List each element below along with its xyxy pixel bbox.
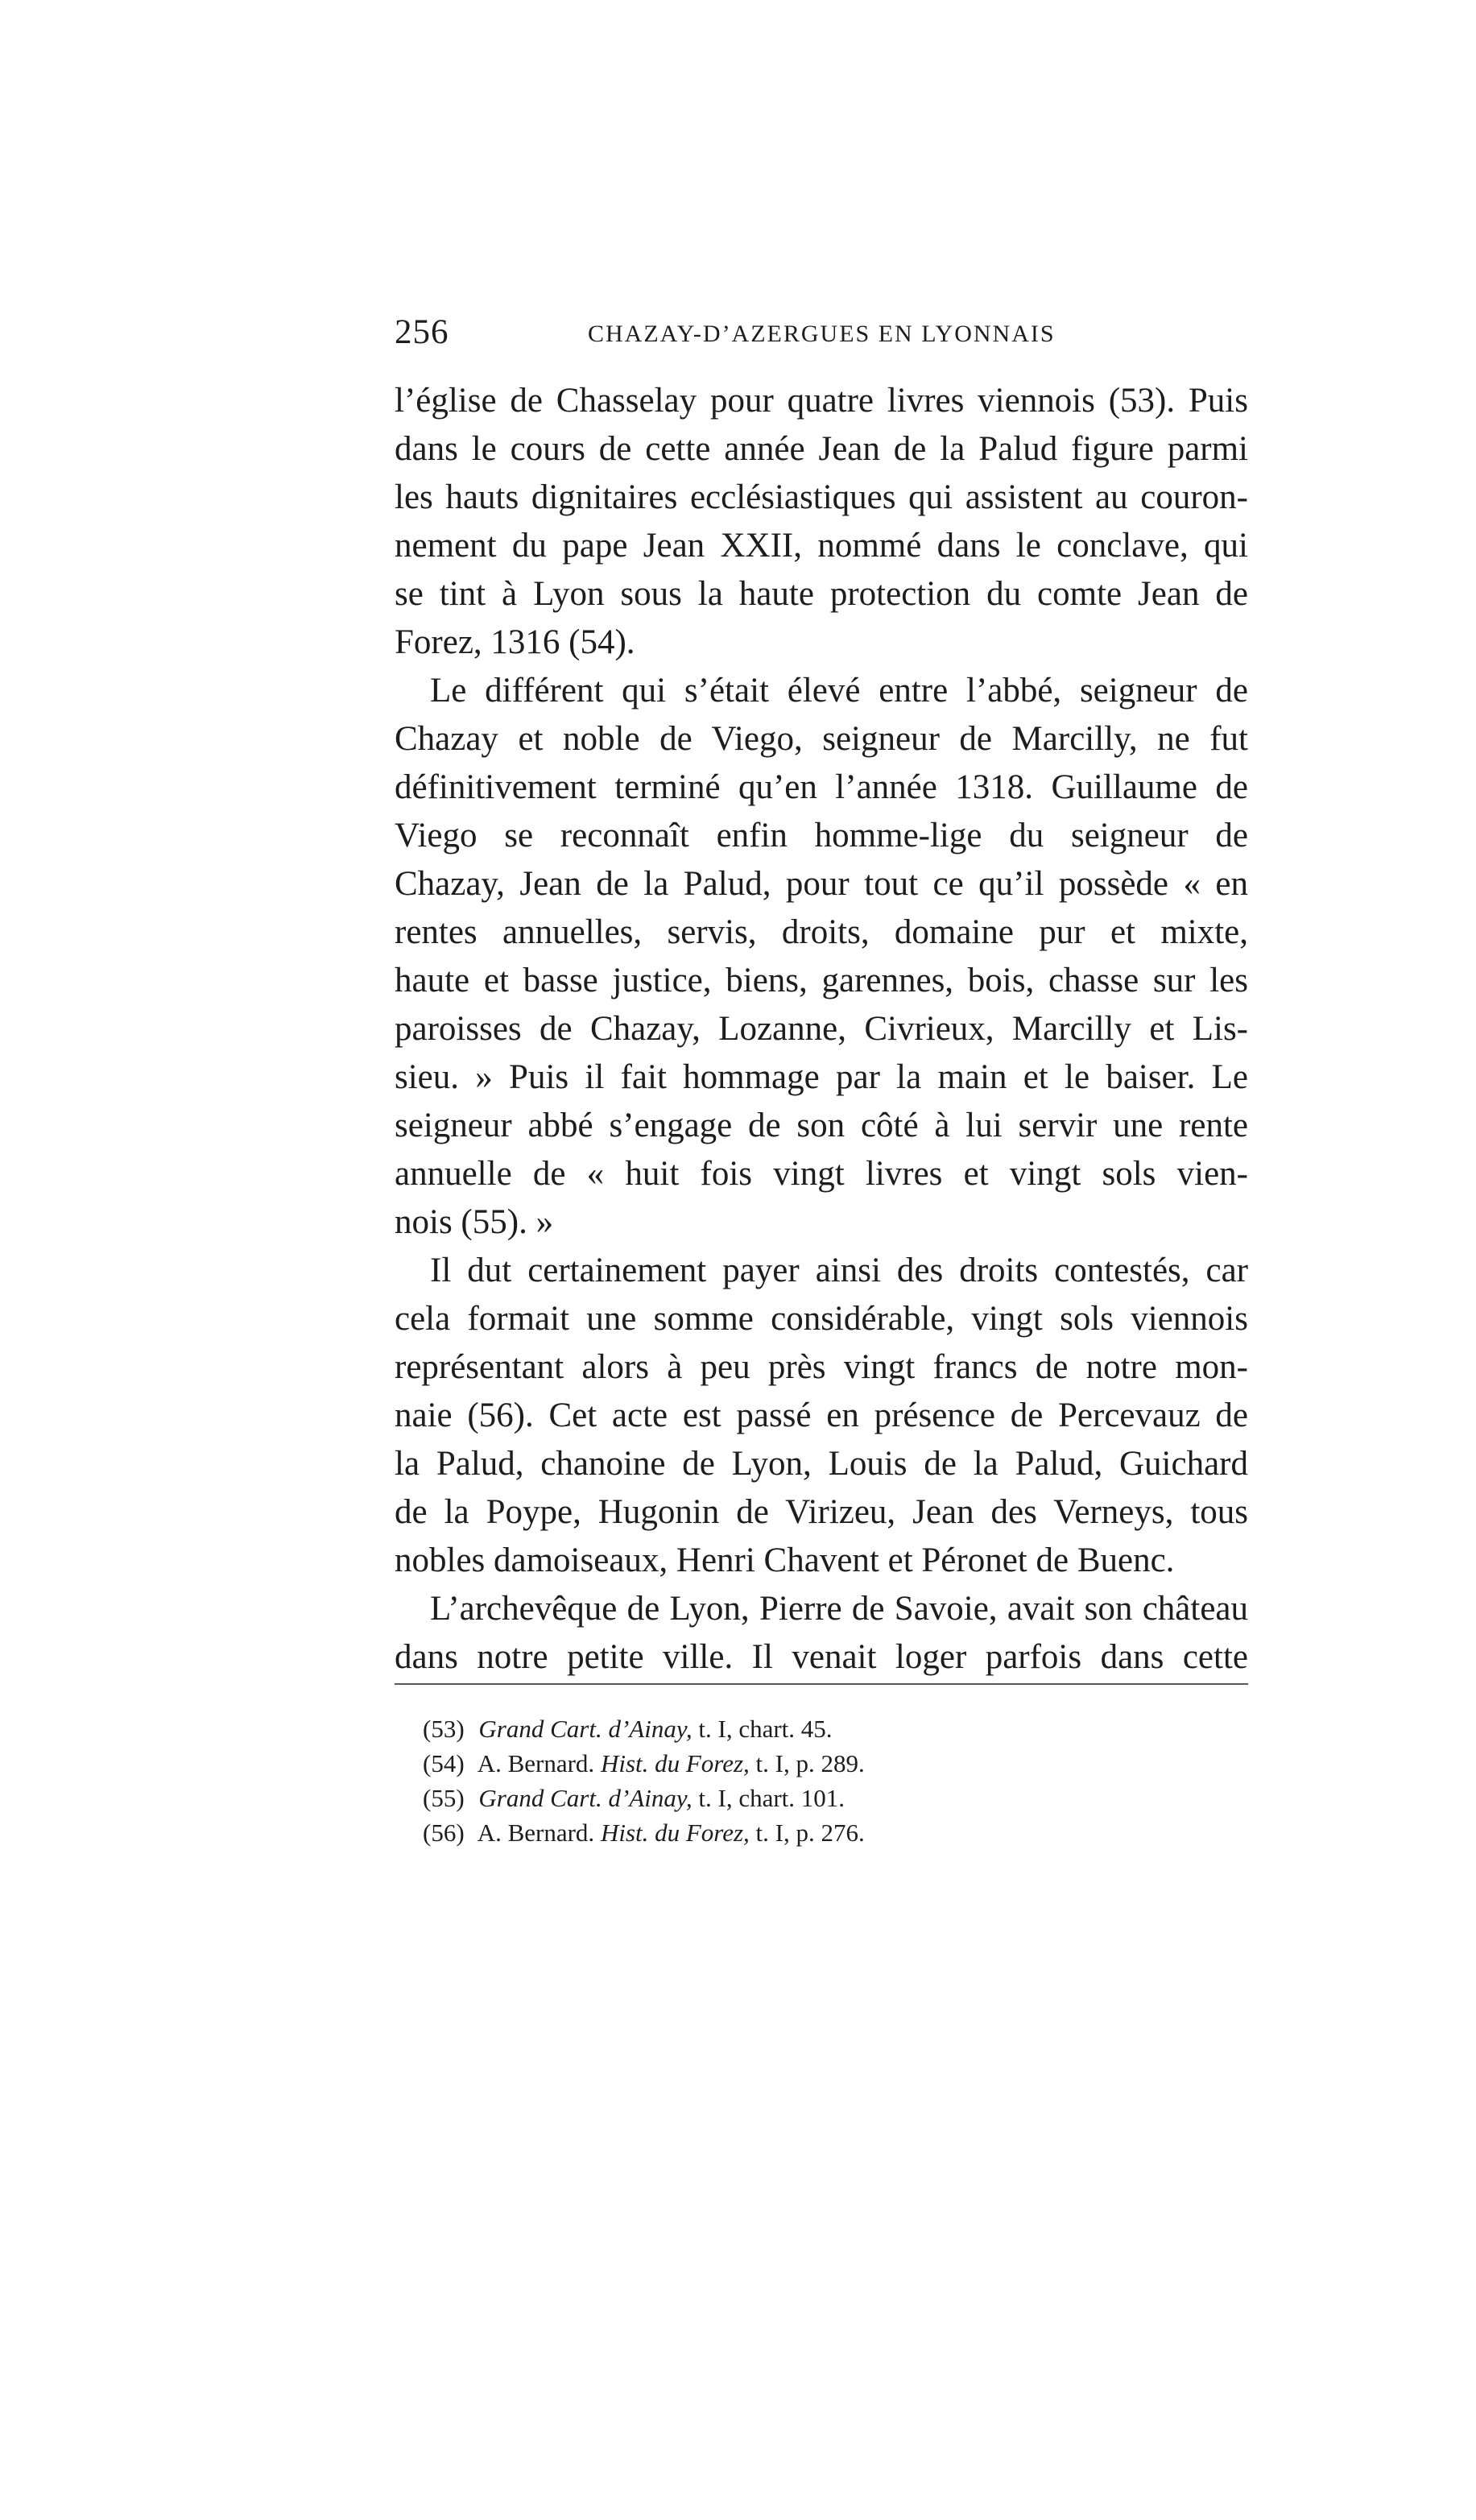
text-line: les hauts dignitaires ecclésiastiques qui assistent au couron-	[395, 478, 1248, 516]
running-title: CHAZAY-D’AZERGUES EN LYONNAIS	[588, 321, 1056, 347]
footnote-ref: t. I, p. 276.	[755, 1819, 865, 1847]
text-line: représentant alors à peu près vingt francs de notre mon-	[395, 1348, 1248, 1386]
text-line: la Palud, chanoine de Lyon, Louis de la Palud, Guichard	[395, 1445, 1248, 1483]
footnote-title: Grand Cart. d’Ainay,	[478, 1715, 693, 1743]
footnote-author: A. Bernard.	[477, 1749, 595, 1777]
footnote-number: (55)	[423, 1784, 465, 1812]
footnote-title: Hist. du Forez,	[600, 1819, 750, 1847]
text-line: de la Poype, Hugonin de Virizeu, Jean des Verneys, tous	[395, 1493, 1248, 1531]
text-line: nobles damoiseaux, Henri Chavent et Péronet de Buenc.	[395, 1541, 1175, 1579]
text-line: cela formait une somme considérable, vingt sols viennois	[395, 1300, 1248, 1338]
footnote-title: Grand Cart. d’Ainay,	[478, 1784, 693, 1812]
footnote-ref: t. I, chart. 45.	[698, 1715, 833, 1743]
text-line: annuelle de « huit fois vingt livres et vingt sols vien-	[395, 1155, 1248, 1193]
text-line: dans le cours de cette année Jean de la Palud figure parmi	[395, 430, 1248, 468]
footnote-ref: t. I, chart. 101.	[698, 1784, 845, 1812]
footnote-54	[423, 1746, 1228, 1781]
footnotes	[423, 1711, 1228, 1850]
text-line: nement du pape Jean XXII, nommé dans le conclave, qui	[395, 527, 1248, 565]
footnote-55	[423, 1781, 1228, 1815]
footnote-ref: t. I, p. 289.	[755, 1749, 865, 1777]
footnote-title: Hist. du Forez,	[600, 1749, 750, 1777]
text-line: Chazay, Jean de la Palud, pour tout ce qu’il possède « en	[395, 865, 1248, 903]
text-line: se tint à Lyon sous la haute protection du comte Jean de	[395, 575, 1248, 613]
text-line: L’archevêque de Lyon, Pierre de Savoie, avait son château	[430, 1590, 1248, 1628]
text-line: haute et basse justice, biens, garennes, bois, chasse sur les	[395, 962, 1248, 999]
page-number: 256	[395, 313, 449, 351]
body-text	[395, 377, 1248, 1682]
text-line: rentes annuelles, servis, droits, domaine pur et mixte,	[395, 913, 1248, 951]
text-line: seigneur abbé s’engage de son côté à lui servir une rente	[395, 1107, 1248, 1144]
footnote-56	[423, 1815, 1228, 1850]
text-line: Le différent qui s’était élevé entre l’abbé, seigneur de	[430, 672, 1248, 710]
text-line: Forez, 1316 (54).	[395, 623, 635, 661]
text-line: Chazay et noble de Viego, seigneur de Marcilly, ne fut	[395, 720, 1248, 758]
text-line: naie (56). Cet acte est passé en présence de Percevauz de	[395, 1397, 1248, 1434]
footnote-number: (56)	[423, 1819, 465, 1847]
text-line: dans notre petite ville. Il venait loger parfois dans cette	[395, 1638, 1248, 1676]
text-line: sieu. » Puis il fait hommage par la main et le baiser. Le	[395, 1058, 1248, 1096]
text-line: Il dut certainement payer ainsi des droits contestés, car	[430, 1252, 1248, 1289]
footnote-53	[423, 1711, 1228, 1746]
text-line: définitivement terminé qu’en l’année 1318. Guillaume de	[395, 768, 1248, 806]
footnote-author: A. Bernard.	[477, 1819, 595, 1847]
footnote-rule	[395, 1683, 1248, 1685]
footnote-number: (53)	[423, 1715, 465, 1743]
text-line: paroisses de Chazay, Lozanne, Civrieux, Marcilly et Lis-	[395, 1010, 1248, 1048]
text-line: Viego se reconnaît enfin homme-lige du seigneur de	[395, 817, 1248, 854]
text-line: nois (55). »	[395, 1203, 554, 1241]
text-line: l’église de Chasselay pour quatre livres viennois (53). Puis	[395, 382, 1248, 420]
footnote-number: (54)	[423, 1749, 465, 1777]
running-head	[395, 312, 1248, 361]
